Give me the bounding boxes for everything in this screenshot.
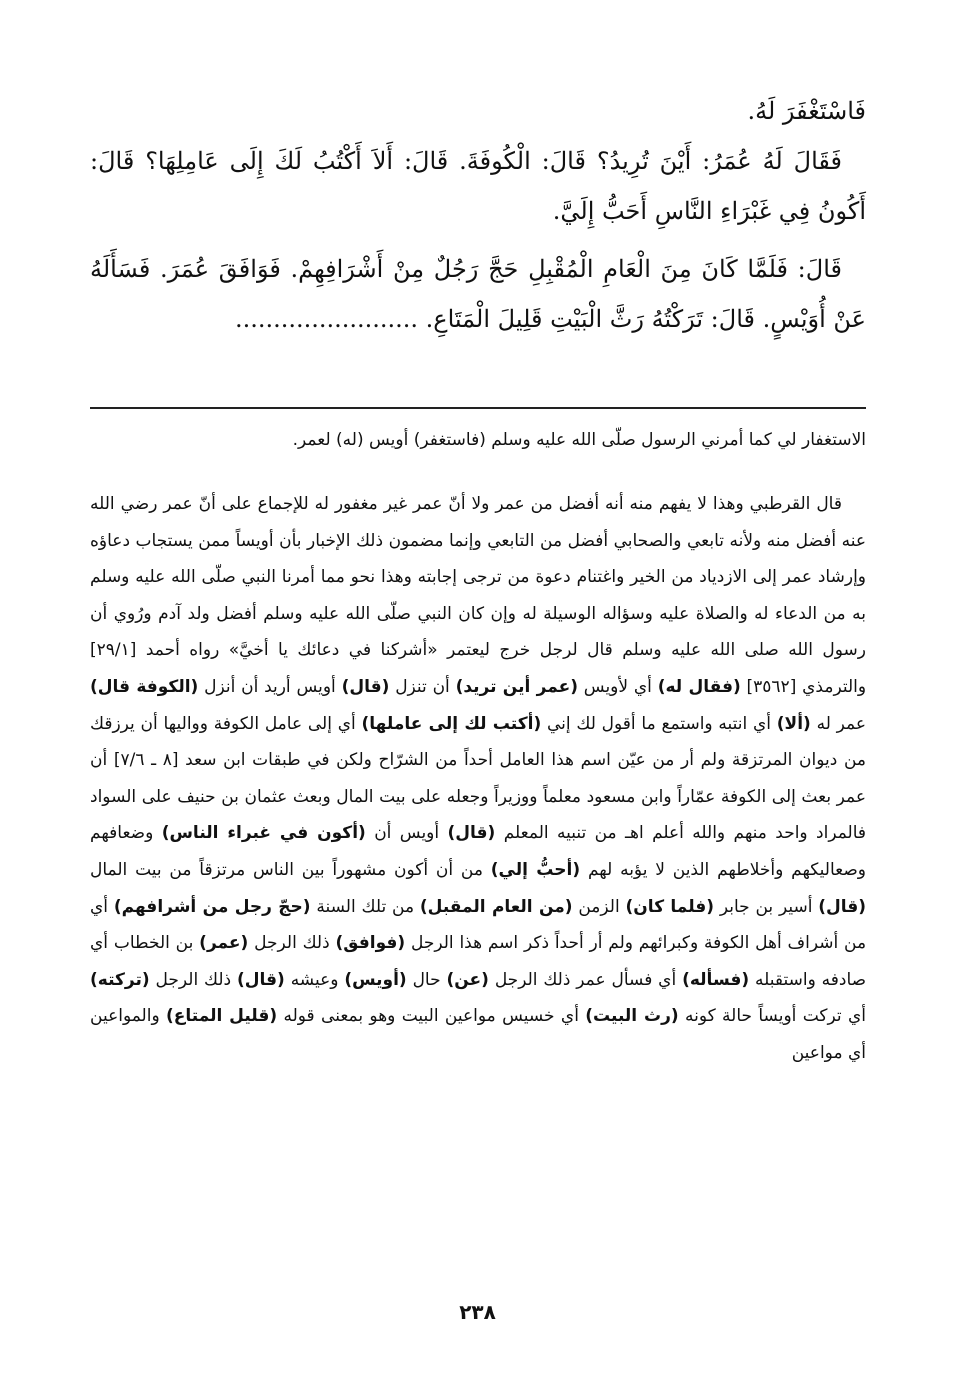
commentary-text: أويس أريد أن أنزل [204,676,336,697]
commentary-quote: (أكون في غبراء الناس) [161,823,366,844]
commentary-quote: (فسأله) [682,969,750,990]
commentary-quote: (حجّ رجل من أشرافهم) [113,896,311,917]
commentary-text: أي لأويس [583,676,652,697]
commentary-quote: (ألا) [776,713,811,734]
commentary-quote: (من العام المقبل) [419,896,573,917]
matn-paragraph-3: قَالَ: فَلَمَّا كَانَ مِنَ الْعَامِ الْمُقْبِلِ حَجَّ رَجُلٌ مِنْ أَشْرَافِهِمْ. فَوَافَقَ عُمَرَ. فَسَأَلَهُ عَنْ أُوَيْسٍ. قَالَ: تَرَكْتُهُ رَثَّ الْبَيْتِ قَلِيلَ الْمَتَاعِ. ........................ [90,255,866,333]
commentary-text: عمر له [816,713,866,734]
commentary-quote: (قال) [818,896,867,917]
commentary-text: قال القرطبي وهذا لا يفهم منه أنه أفضل من عمر ولا أنّ عمر غير مغفور له للإجماع على أنّ عمر رضي الله عنه أفضل منه ولأنه تابعي والصحابي أفضل من التابعي وإنما مضمون ذلك الإخبار بأن أويساً ممن يستجاب دعاؤه وإرشاد عمر إلى الازدياد من الخير واغتنام دعوة من ترجى إجابته وهذا نحو مما أمرنا النبي صلّى الله عليه وسلم به من الدعاء له والصلاة عليه وسؤاله الوسيلة له وإن كان النبي صلّى الله عليه وسلم أفضل ولد آدم ورُوي أن رسول الله صلى الله عليه وسلم قال لرجل خرج ليعتمر «أشركنا في دعائك يا أخيَّ» رواه أحمد [٢٩/١] والترمذي [٣٥٦٢] [90,494,867,697]
commentary-quote: (الكوفة قال) [90,676,199,697]
commentary-text: وضعافهم وصعاليكهم وأخلاطهم الذين لا يؤبه لهم [90,823,867,880]
commentary-text: حال [412,969,441,990]
commentary-text: والمواعين أي مواعين [90,1006,866,1063]
commentary-quote: (قال) [341,676,390,697]
commentary-quote: (أحبُّ إلي) [490,859,581,880]
commentary-quote: (فلما كان) [625,896,715,917]
commentary-text: أي فسأل عمر ذلك الرجل [494,969,677,990]
commentary-text: أي تركت أويساً حالة كونه [684,1006,866,1027]
commentary-quote: (عمر) [199,933,249,954]
commentary-text: أي من أشراف أهل الكوفة وكبرائهم ولم أر أحداً ذكر اسم هذا الرجل [90,896,867,954]
commentary-text: وعيشه [290,969,339,990]
commentary-quote: (فوافق) [335,933,406,954]
commentary-text: من أن أكون مشهوراً بين الناس مرتزقاً من بيت المال [90,859,483,880]
commentary-quote: (قال) [447,823,496,844]
commentary-quote: (قال) [237,969,285,990]
commentary-quote: (أويس) [344,969,407,990]
commentary-text: بن الخطاب أي صادفه واستقبله [90,933,867,990]
commentary-text: من تلك السنة [316,896,415,917]
commentary-quote: (عن) [446,969,489,990]
commentary-text: ذلك الرجل [254,933,330,954]
commentary-text: أي انتبه واستمع ما أقول لك إني [547,713,772,734]
matn-line-1: فَاسْتَغْفَرَ لَهُ. [747,97,866,125]
commentary-quote: (قليل المتاع) [166,1006,278,1027]
matn-text [90,86,866,344]
commentary-text: أي إلى عامل الكوفة وواليها أن يرزقك من ديوان المرتزقة ولم أر من عيّن اسم هذا العامل أحداً من الشرّاح ولكن في طبقات ابن سعد [٨ ـ ٧/٦] أن عمر بعث إلى الكوفة عمّاراً وابن مسعود معلماً ووزيراً وجعله على بيت المال وبعث عثمان بن حنيف على السواد فالمراد واحد منهم والله أعلم اهـ من تنبيه المعلم [90,713,867,844]
footnote-carryover [90,422,866,458]
commentary-text: ذلك الرجل [155,969,232,990]
footnote-line: الاستغفار لي كما أمرني الرسول صلّى الله عليه وسلم (فاستغفر) أويس (له) لعمر. [292,430,866,450]
commentary-text: الزمن [578,896,620,917]
commentary [90,486,866,1072]
commentary-text: أي خسيس مواعين البيت وهو بمعنى قوله [283,1006,579,1027]
commentary-quote: (أكتب لك إلى عاملها) [361,713,542,734]
footnote-divider [90,407,866,409]
commentary-quote: (رث البيت) [585,1006,679,1027]
matn-paragraph-2: فَقَالَ لَهُ عُمَرُ: أَيْنَ تُرِيدُ؟ قَالَ: الْكُوفَةَ. قَالَ: أَلاَ أَكْتُبُ لَكَ إِلَى عَامِلِهَا؟ قَالَ: أَكُونُ فِي غَبْرَاءِ النَّاسِ أَحَبُّ إِلَيَّ. [90,147,866,225]
page-number: ٢٣٨ [459,1300,496,1324]
commentary-quote: (عمر أين تريد) [455,676,578,697]
commentary-quote: (فقال له) [657,676,741,697]
commentary-paragraph [90,486,866,1072]
commentary-text: أويس أن [374,823,440,844]
commentary-quote: (تركته) [90,969,150,990]
commentary-text: أن تنزل [395,676,450,697]
commentary-text: أسير بن جابر [719,896,813,917]
